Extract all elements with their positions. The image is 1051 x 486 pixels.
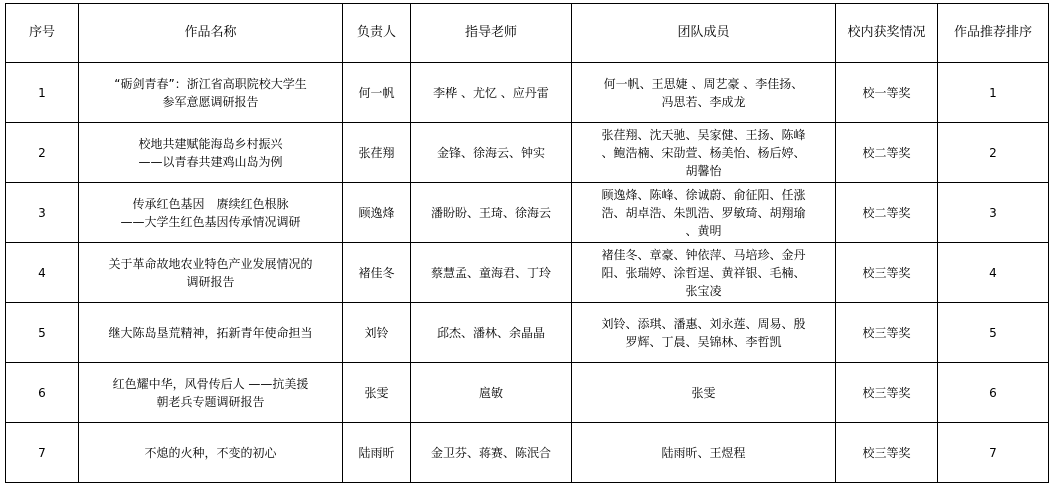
cell-award (836, 303, 938, 363)
cell-title (79, 303, 343, 363)
cell-index-text: 3 (38, 205, 46, 220)
cell-rank (938, 63, 1049, 123)
cell-award-text: 校一等奖 (862, 85, 911, 100)
cell-title-text: 校地共建赋能海岛乡村振兴 ——以青春共建鸡山岛为例 (138, 136, 283, 169)
cell-rank-text: 3 (989, 205, 997, 220)
cell-award-text: 校三等奖 (862, 385, 911, 400)
cell-title-text: 传承红色基因 赓续红色根脉 ——大学生红色基因传承情况调研 (120, 196, 301, 229)
cell-title (79, 183, 343, 243)
cell-advisors-text: 金锋、徐海云、钟实 (436, 145, 545, 160)
cell-leader-text: 张雯 (364, 385, 389, 400)
cell-title (79, 423, 343, 483)
cell-advisors (411, 423, 572, 483)
cell-rank-text: 6 (989, 385, 997, 400)
cell-award (836, 363, 938, 423)
cell-title (79, 243, 343, 303)
cell-index (6, 63, 79, 123)
header-rank: 作品推荐排序 (938, 4, 1049, 63)
cell-rank-text: 4 (989, 265, 997, 280)
cell-rank-text: 2 (989, 145, 997, 160)
cell-index-text: 6 (38, 385, 46, 400)
cell-rank-text: 1 (989, 85, 997, 100)
cell-leader-text: 顾逸烽 (358, 205, 395, 220)
cell-leader (343, 183, 411, 243)
cell-advisors (411, 183, 572, 243)
cell-leader-text: 褚佳冬 (358, 265, 395, 280)
header-advisors: 指导老师 (411, 4, 572, 63)
cell-award (836, 243, 938, 303)
cell-index-text: 1 (38, 85, 46, 100)
table-row (6, 303, 1049, 363)
cell-leader-text: 刘铃 (364, 325, 389, 340)
header-index: 序号 (6, 4, 79, 63)
cell-advisors-text: 蔡慧孟、童海君、丁玲 (430, 265, 551, 280)
table-row (6, 243, 1049, 303)
cell-index-text: 5 (38, 325, 46, 340)
cell-title (79, 363, 343, 423)
cell-title-text: “砺剑青春”：浙江省高职院校大学生 参军意愿调研报告 (114, 76, 307, 109)
cell-members (572, 423, 836, 483)
cell-title-text: 继大陈岛垦荒精神，拓新青年使命担当 (108, 325, 313, 340)
cell-advisors-text: 潘盼盼、王琦、徐海云 (430, 205, 551, 220)
cell-members-text: 褚佳冬、章豪、钟依萍、马培珍、金丹 阳、张瑞婷、涂哲逞、黄祥银、毛楠、 张宝凌 (601, 247, 806, 298)
cell-advisors-text: 李桦 、尤忆 、应丹雷 (433, 85, 549, 100)
cell-rank-text: 5 (989, 325, 997, 340)
cell-leader (343, 423, 411, 483)
cell-leader (343, 303, 411, 363)
cell-advisors-text: 扈敏 (478, 385, 503, 400)
cell-rank (938, 423, 1049, 483)
cell-rank (938, 183, 1049, 243)
cell-index (6, 123, 79, 183)
table-row (6, 363, 1049, 423)
cell-members-text: 陆雨昕、王煜程 (661, 445, 746, 460)
cell-index (6, 303, 79, 363)
cell-members (572, 123, 836, 183)
cell-rank (938, 243, 1049, 303)
cell-index (6, 423, 79, 483)
cell-leader (343, 123, 411, 183)
cell-members (572, 303, 836, 363)
header-leader: 负责人 (343, 4, 411, 63)
cell-rank (938, 363, 1049, 423)
header-members: 团队成员 (572, 4, 836, 63)
cell-leader-text: 何一帆 (358, 85, 395, 100)
table-body (6, 63, 1049, 483)
cell-members (572, 243, 836, 303)
cell-leader-text: 张荏翔 (358, 145, 395, 160)
cell-advisors-text: 金卫芬、蒋赛、陈泯合 (430, 445, 551, 460)
header-row (6, 4, 1049, 63)
awards-table (5, 3, 1049, 483)
cell-award (836, 63, 938, 123)
cell-rank (938, 303, 1049, 363)
cell-members (572, 363, 836, 423)
cell-title-text: 不熄的火种，不变的初心 (144, 445, 277, 460)
cell-rank-text: 7 (989, 445, 997, 460)
cell-leader (343, 63, 411, 123)
cell-award-text: 校三等奖 (862, 445, 911, 460)
cell-award (836, 423, 938, 483)
cell-leader (343, 363, 411, 423)
cell-members-text: 张荏翔、沈天驰、吴家健、王扬、陈峰 、鲍浩楠、宋劭萱、杨美怡、杨后婷、 胡馨怡 (601, 127, 806, 178)
cell-title-text: 红色耀中华，风骨传后人 ——抗美援 朝老兵专题调研报告 (112, 376, 309, 409)
cell-members (572, 63, 836, 123)
cell-index-text: 4 (38, 265, 46, 280)
cell-advisors (411, 243, 572, 303)
cell-leader-text: 陆雨昕 (358, 445, 395, 460)
cell-members-text: 刘铃、添琪、潘惠、刘永莲、周易、殷 罗辉、丁晨、吴锦林、李哲凯 (601, 316, 806, 349)
header-award: 校内获奖情况 (836, 4, 938, 63)
header-title: 作品名称 (79, 4, 343, 63)
cell-index-text: 2 (38, 145, 46, 160)
cell-title (79, 63, 343, 123)
cell-advisors (411, 123, 572, 183)
cell-members-text: 顾逸烽、陈峰、徐诚蔚、俞征阳、任涨 浩、胡卓浩、朱凯浩、罗敏琦、胡翔瑜 、黄明 (601, 187, 806, 238)
cell-award (836, 183, 938, 243)
cell-index-text: 7 (38, 445, 46, 460)
cell-leader (343, 243, 411, 303)
cell-award-text: 校三等奖 (862, 325, 911, 340)
cell-advisors (411, 303, 572, 363)
cell-title (79, 123, 343, 183)
table-row (6, 423, 1049, 483)
cell-members-text: 何一帆、王思婕 、周艺豪 、李佳扬、 冯思若、李成龙 (603, 76, 804, 109)
cell-award-text: 校二等奖 (862, 145, 911, 160)
cell-index (6, 363, 79, 423)
cell-index (6, 243, 79, 303)
cell-rank (938, 123, 1049, 183)
cell-index (6, 183, 79, 243)
cell-members (572, 183, 836, 243)
cell-title-text: 关于革命故地农业特色产业发展情况的 调研报告 (108, 256, 313, 289)
cell-advisors (411, 363, 572, 423)
cell-award (836, 123, 938, 183)
cell-members-text: 张雯 (691, 385, 716, 400)
table-row (6, 183, 1049, 243)
cell-award-text: 校二等奖 (862, 205, 911, 220)
cell-award-text: 校三等奖 (862, 265, 911, 280)
table-row (6, 123, 1049, 183)
cell-advisors-text: 邱杰、潘林、余晶晶 (436, 325, 545, 340)
cell-advisors (411, 63, 572, 123)
table-row (6, 63, 1049, 123)
